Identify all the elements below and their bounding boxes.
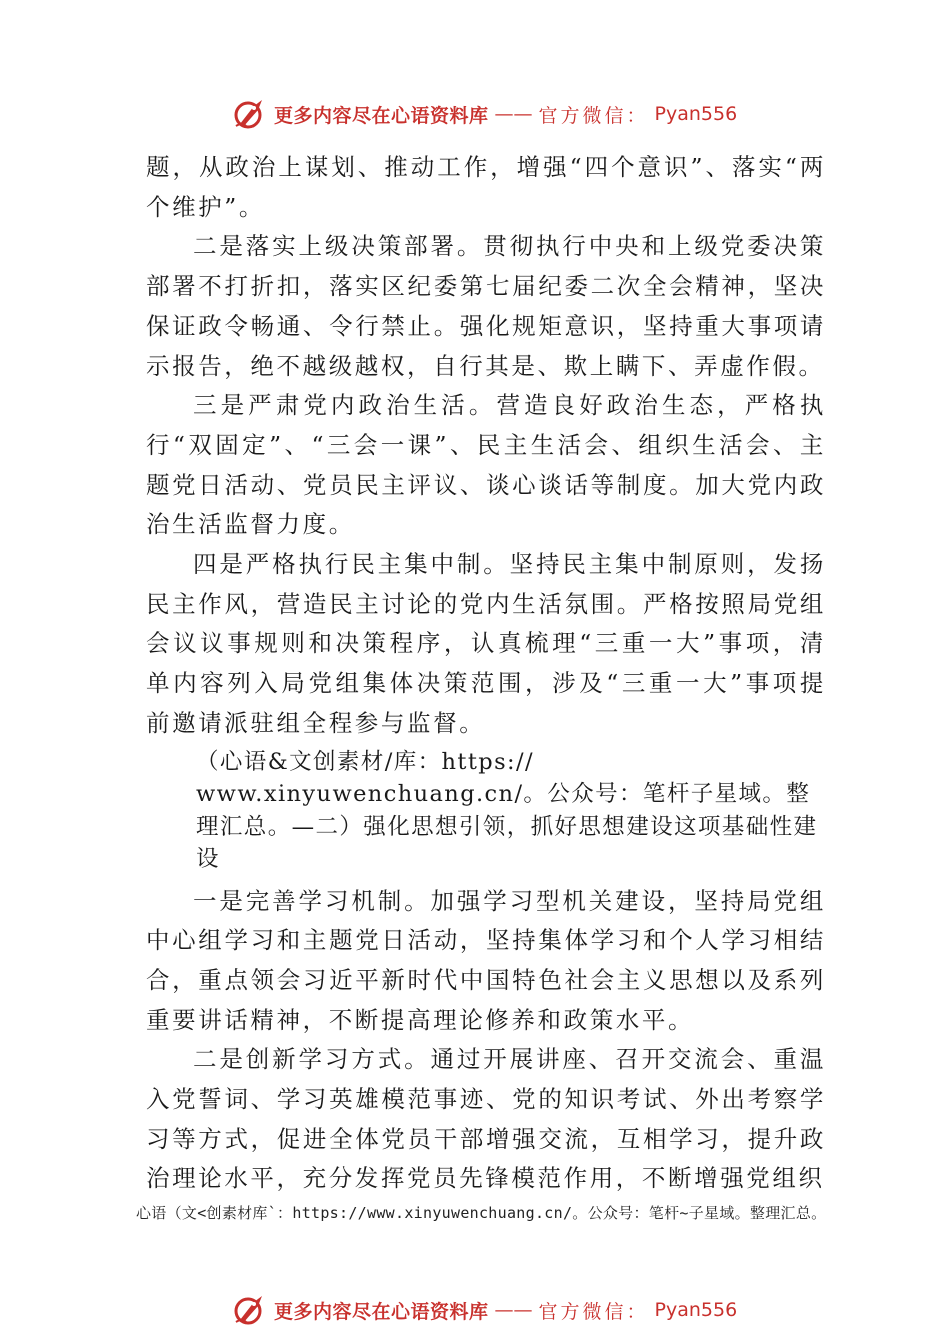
banner-wechat-label: 官方微信： [538, 104, 649, 127]
banner-wechat-label: 官方微信： [538, 1300, 649, 1323]
banner-main-text: 更多内容尽在心语资料库 [274, 104, 489, 127]
source-note-heading [196, 746, 826, 876]
header-banner [232, 94, 737, 134]
banner-dash: —— [494, 1299, 533, 1321]
paragraph-democratic-centralism: 四是严格执行民主集中制。坚持民主集中制原则，发扬民主作风，营造民主讨论的党内生活氛围。严格按照局党组会议议事规则和决策程序，认真梳理“三重一大”事项，清单内容列入局党组集体决策范围，涉及“三重一大”事项提前邀请派驻组全程参与监督。 [146, 550, 826, 737]
paragraph-learning-mechanism: 一是完善学习机制。加强学习型机关建设，坚持局党组中心组学习和主题党日活动，坚持集体学习和个人学习相结合，重点领会习近平新时代中国特色社会主义思想以及系列重要讲话精神，不断提高理论修养和政策水平。 [146, 886, 826, 1034]
footer-banner [232, 1290, 737, 1330]
banner-wechat-id: Pyan556 [654, 103, 738, 125]
pen-nib-logo-icon [232, 1292, 268, 1328]
paragraph-learning-methods: 二是创新学习方式。通过开展讲座、召开交流会、重温入党誓词、学习英雄模范事迹、党的知识考试、外出考察学习等方式，促进全体党员干部增强交流，互相学习，提升政治理论水平，充分发挥党员先锋模范作用，不断增强党组织 [146, 1045, 826, 1193]
banner-dash: —— [494, 103, 533, 125]
source-note-line1: （心语&文创素材/库：https:// [196, 748, 534, 775]
paragraph-implement-decisions: 二是落实上级决策部署。贯彻执行中央和上级党委决策部署不打折扣，落实区纪委第七届纪委二次全会精神，坚决保证政令畅通、令行禁止。强化规矩意识，坚持重大事项请示报告，绝不越级越权，自行其是、欺上瞒下、弄虚作假。 [146, 232, 826, 380]
banner-wechat-id: Pyan556 [654, 1299, 738, 1321]
source-note-rest: www.xinyuwenchuang.cn/。公众号：笔杆子星域。整理汇总。—二）强化思想引领，抓好思想建设这项基础性建设 [196, 781, 818, 873]
paragraph-political-life: 三是严肃党内政治生活。营造良好政治生态，严格执行“双固定”、“三会一课”、民主生活会、组织生活会、主题党日活动、党员民主评议、谈心谈话等制度。加大党内政治生活监督力度。 [146, 391, 826, 539]
footer-note: 心语（文<创素材库`：https://www.xinyuwenchuang.cn/。公众号：笔杆~子星域。整理汇总。 [136, 1204, 827, 1222]
banner-main-text: 更多内容尽在心语资料库 [274, 1300, 489, 1323]
pen-nib-logo-icon [232, 96, 268, 132]
paragraph-continued: 题，从政治上谋划、推动工作，增强“四个意识”、落实“两个维护”。 [146, 153, 826, 221]
document-body [146, 148, 826, 1199]
